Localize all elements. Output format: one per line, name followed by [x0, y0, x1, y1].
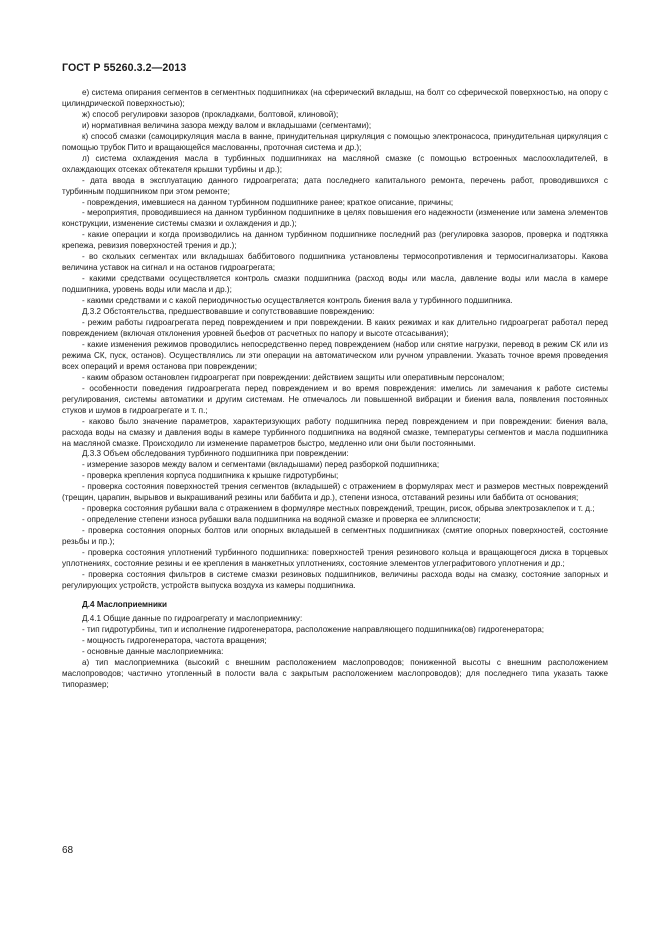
- paragraph: - во скольких сегментах или вкладышах баббитового подшипника установлены термосопротивления и термосигнализаторы. Какова величина уставок на сигнал и на останов гидроагрегата;: [62, 252, 608, 273]
- document-body: [62, 88, 608, 690]
- paragraph: - дата ввода в эксплуатацию данного гидроагрегата; дата последнего капитального ремонта, перечень работ, проводившихся с турбинным подшипником при этом ремонте;: [62, 175, 608, 196]
- paragraph: - проверка состояния рубашки вала с отражением в формуляре местных повреждений, трещин, рисок, обрыва электрозаклепок и т. д.;: [82, 504, 595, 514]
- paragraph: - режим работы гидроагрегата перед повреждением и при повреждении. В каких режимах и как длительно гидроагрегат работал перед повреждением (включая отклонения уровней бьефов от расчетных по напору и высоте отсасывания);: [62, 318, 608, 338]
- paragraph: - проверка состояния уплотнений турбинного подшипника: поверхностей трения резинового кольца и вращающегося диска в торцевых уплотнениях, состояние резины и ее крепления в манжетных уплотнениях, состояние элементов углеграфитового уплотнения и др.;: [62, 548, 608, 568]
- paragraph: - какие операции и когда производились на данном турбинном подшипнике последний раз (регулировка зазоров, проверка и подтяжка крепежа, ревизия поверхностей трения и др.);: [62, 230, 608, 251]
- paragraph: ж) способ регулировки зазоров (прокладками, болтовой, клиновой);: [82, 109, 339, 119]
- paragraph: - каково было значение параметров, характеризующих работу подшипника перед повреждением и при повреждении: биения вала, расхода воды на смазку и давления воды в камере турбинного подшипника на водяной смазке, температуры сегментов и масла подшипника на масляной смазке. Происходило ли изменение параметров быстро, медленно или они были постоянными.: [62, 416, 608, 448]
- paragraph: - какие изменения режимов проводились непосредственно перед повреждением (набор или снятие нагрузки, перевод в режим СК или из режима СК, пуск, останов). Осуществлялись ли эти операции на автоматическом или ручном управлении. Указать точное время проведения всех операций и время останова при повреждении;: [62, 339, 608, 371]
- paragraph: - проверка крепления корпуса подшипника к крышке гидротурбины;: [82, 471, 339, 481]
- paragraph: Д.4.1 Общие данные по гидроагрегату и маслоприемнику:: [82, 613, 303, 623]
- paragraph: - определение степени износа рубашки вала подшипника на водяной смазке и проверка ее эллипсности;: [82, 515, 481, 525]
- paragraph: а) тип маслоприемника (высокий с внешним расположением маслопроводов; пониженной высоты с внешним расположением маслопроводов; частично утопленный в полости вала с закрытым расположением маслопроводов); для последнего типа указать также типоразмер;: [62, 657, 608, 689]
- paragraph: - мероприятия, проводившиеся на данном турбинном подшипнике в целях повышения его надежности (изменение или замена элементов конструкции, изменение системы смазки и охлаждения и др.);: [62, 208, 608, 229]
- document-header: ГОСТ Р 55260.3.2—2013: [62, 62, 187, 74]
- paragraph: - каким образом остановлен гидроагрегат при повреждении: действием защиты или оперативным персоналом;: [82, 372, 505, 382]
- paragraph: - проверка состояния поверхностей трения сегментов (вкладышей) с отражением в формулярах мест и размеров местных повреждений (трещин, царапин, вырывов и выкрашиваний резины или баббита и др.), степени износа, отставаний резины или баббита от основания;: [62, 482, 608, 503]
- paragraph: - какими средствами и с какой периодичностью осуществляется контроль биения вала у турбинного подшипника.: [82, 296, 513, 306]
- paragraph: к) способ смазки (самоциркуляция масла в ванне, принудительная циркуляция с помощью электронасоса, принудительная циркуляция с помощью трубок Пито и вращающейся маслованны, проточная система и др.);: [62, 131, 608, 152]
- page-number: 68: [62, 845, 74, 856]
- paragraph: - повреждения, имевшиеся на данном турбинном подшипнике ранее; краткое описание, причины;: [82, 197, 454, 207]
- paragraph: л) система охлаждения масла в турбинных подшипниках на масляной смазке (с помощью встроенных маслоохладителей, в охлаждающих отсеках обтекателя крышки турбины и др.);: [62, 153, 608, 174]
- paragraph: - измерение зазоров между валом и сегментами (вкладышами) перед разборкой подшипника;: [82, 460, 440, 470]
- paragraph: - мощность гидрогенератора, частота вращения;: [82, 635, 267, 645]
- paragraph: - проверка состояния опорных болтов или опорных вкладышей в сегментных подшипниках (смятие опорных поверхностей, состояние резьбы и пр.);: [62, 526, 608, 547]
- paragraph: Д.3.2 Обстоятельства, предшествовавшие и сопутствовавшие повреждению:: [82, 307, 375, 317]
- section-heading: Д.4 Маслоприемники: [82, 599, 167, 609]
- paragraph: - какими средствами осуществляется контроль смазки подшипника (расход воды или масла, давление воды или масла в камере подшипника, уровень воды или масла и др.);: [62, 274, 608, 295]
- paragraph: е) система опирания сегментов в сегментных подшипниках (на сферический вкладыш, на болт со сферической поверхностью, на опору с цилиндрической поверхностью);: [62, 88, 608, 108]
- paragraph: - особенности поведения гидроагрегата перед повреждением и во время повреждения: имелись ли замечания к работе системы регулирования, системы автоматики и другим системам. Не отмечалось ли повышенной вибрации и биения вала, появления постоянных стуков и шумов в гидроагрегате и т. п.;: [62, 383, 608, 415]
- paragraph: Д.3.3 Объем обследования турбинного подшипника при повреждении:: [82, 449, 349, 459]
- paragraph: и) нормативная величина зазора между валом и вкладышами (сегментами);: [82, 120, 372, 130]
- paragraph: - тип гидротурбины, тип и исполнение гидрогенератора, расположение направляющего подшипника(ов) гидрогенератора;: [82, 624, 545, 634]
- paragraph: - проверка состояния фильтров в системе смазки резиновых подшипников, величины расхода воды на смазку, состояние запорных и регулирующих устройств, устройств выпуска воздуха из камеры подшипника.: [62, 569, 608, 590]
- paragraph: - основные данные маслоприемника:: [82, 646, 224, 656]
